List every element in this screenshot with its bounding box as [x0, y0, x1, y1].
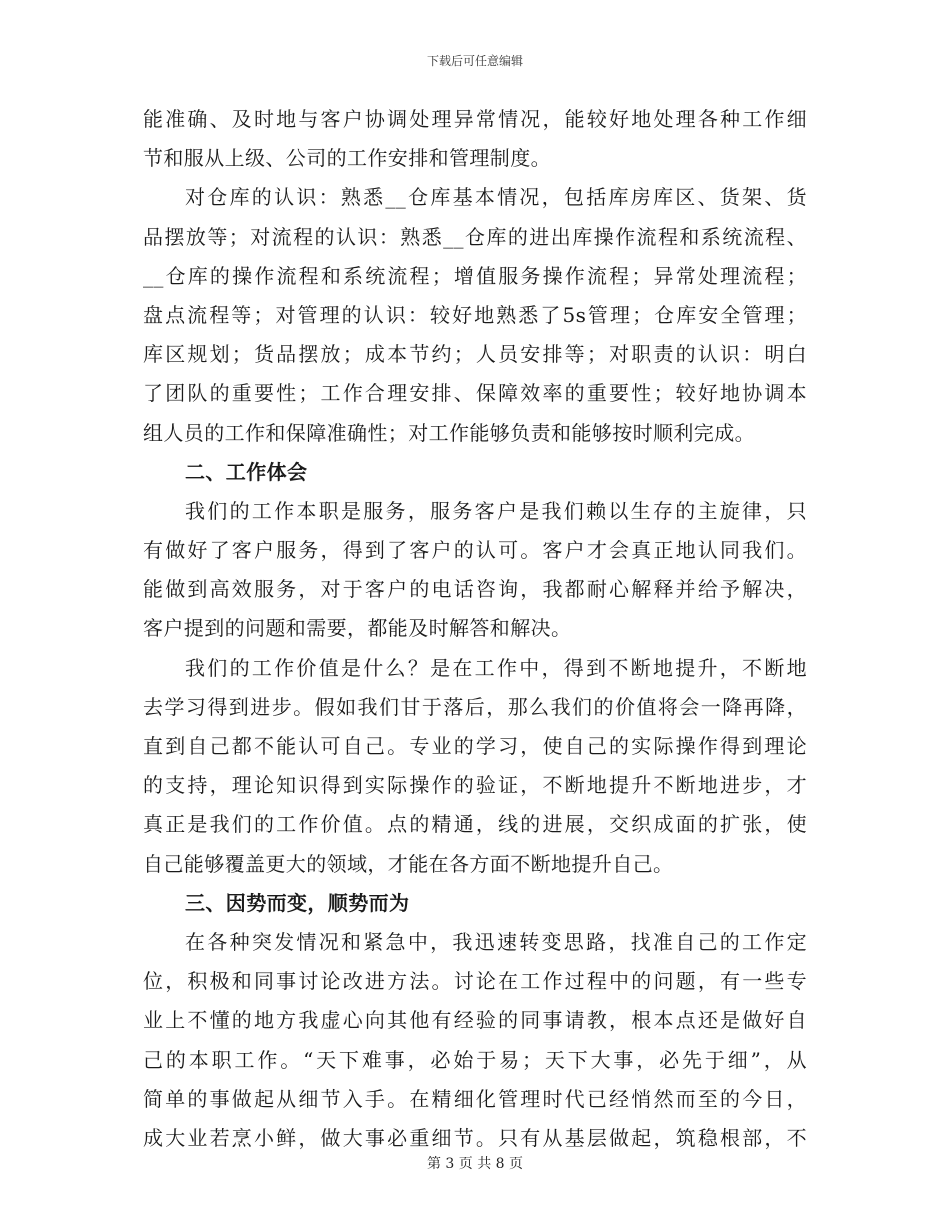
text-line: 库区规划；货品摆放；成本节约；人员安排等；对职责的认识：明白: [143, 342, 807, 367]
text-line: 直到自己都不能认可自己。专业的学习，使自己的实际操作得到理论: [143, 734, 807, 758]
text-line: 对仓库的认识：熟悉__仓库基本情况，包括库房库区、货架、货: [185, 185, 807, 210]
section-heading: 三、因势而变，顺势而为: [185, 890, 410, 915]
page-header: 下载后可任意编辑: [426, 54, 523, 68]
text-line: 组人员的工作和保障准确性；对工作能够负责和能够按时顺利完成。: [143, 420, 755, 445]
text-line: 去学习得到进步。假如我们甘于落后，那么我们的价值将会一降再降，: [143, 694, 807, 719]
text-line: 位，积极和同事讨论改进方法。讨论在工作过程中的问题，有一些专: [143, 969, 807, 994]
document-body: [143, 100, 807, 1158]
text-line: 的支持，理论知识得到实际操作的验证，不断地提升不断地进步，才: [143, 773, 807, 798]
text-line: 成大业若烹小鲜，做大事必重细节。只有从基层做起，筑稳根部，不: [143, 1125, 807, 1150]
text-line: 有做好了客户服务，得到了客户的认可。客户才会真正地认同我们。: [143, 538, 807, 563]
text-line: 了团队的重要性；工作合理安排、保障效率的重要性；较好地协调本: [143, 381, 807, 406]
text-line: 己的本职工作。“天下难事，必始于易；天下大事，必先于细”，从: [143, 1047, 807, 1072]
text-line: 盘点流程等；对管理的认识：较好地熟悉了5s管理；仓库安全管理；: [143, 302, 807, 327]
text-line: 简单的事做起从细节入手。在精细化管理时代已经悄然而至的今日，: [143, 1086, 807, 1111]
text-line: 客户提到的问题和需要，都能及时解答和解决。: [143, 616, 572, 641]
text-line: __仓库的操作流程和系统流程；增值服务操作流程；异常处理流程；: [143, 263, 807, 288]
text-line: 真正是我们的工作价值。点的精通，线的进展，交织成面的扩张，使: [143, 812, 807, 837]
text-line: 我们的工作本职是服务，服务客户是我们赖以生存的主旋律，只: [185, 498, 807, 523]
text-line: 业上不懂的地方我虚心向其他有经验的同事请教，根本点还是做好自: [143, 1008, 807, 1033]
text-line: 能准确、及时地与客户协调处理异常情况，能较好地处理各种工作细: [143, 107, 807, 131]
text-line: 自己能够覆盖更大的领域，才能在各方面不断地提升自己。: [143, 851, 674, 876]
text-line: 能做到高效服务，对于客户的电话咨询，我都耐心解释并给予解决，: [143, 577, 807, 602]
text-line: 节和服从上级、公司的工作安排和管理制度。: [143, 146, 551, 171]
page-footer: 第 3 页 共 8 页: [426, 1156, 524, 1172]
text-line: 品摆放等；对流程的认识：熟悉__仓库的进出库操作流程和系统流程、: [143, 224, 807, 249]
text-line: 在各种突发情况和紧急中，我迅速转变思路，找准自己的工作定: [185, 929, 807, 954]
section-heading: 二、工作体会: [185, 459, 308, 484]
text-line: 我们的工作价值是什么？是在工作中，得到不断地提升，不断地: [185, 655, 807, 680]
